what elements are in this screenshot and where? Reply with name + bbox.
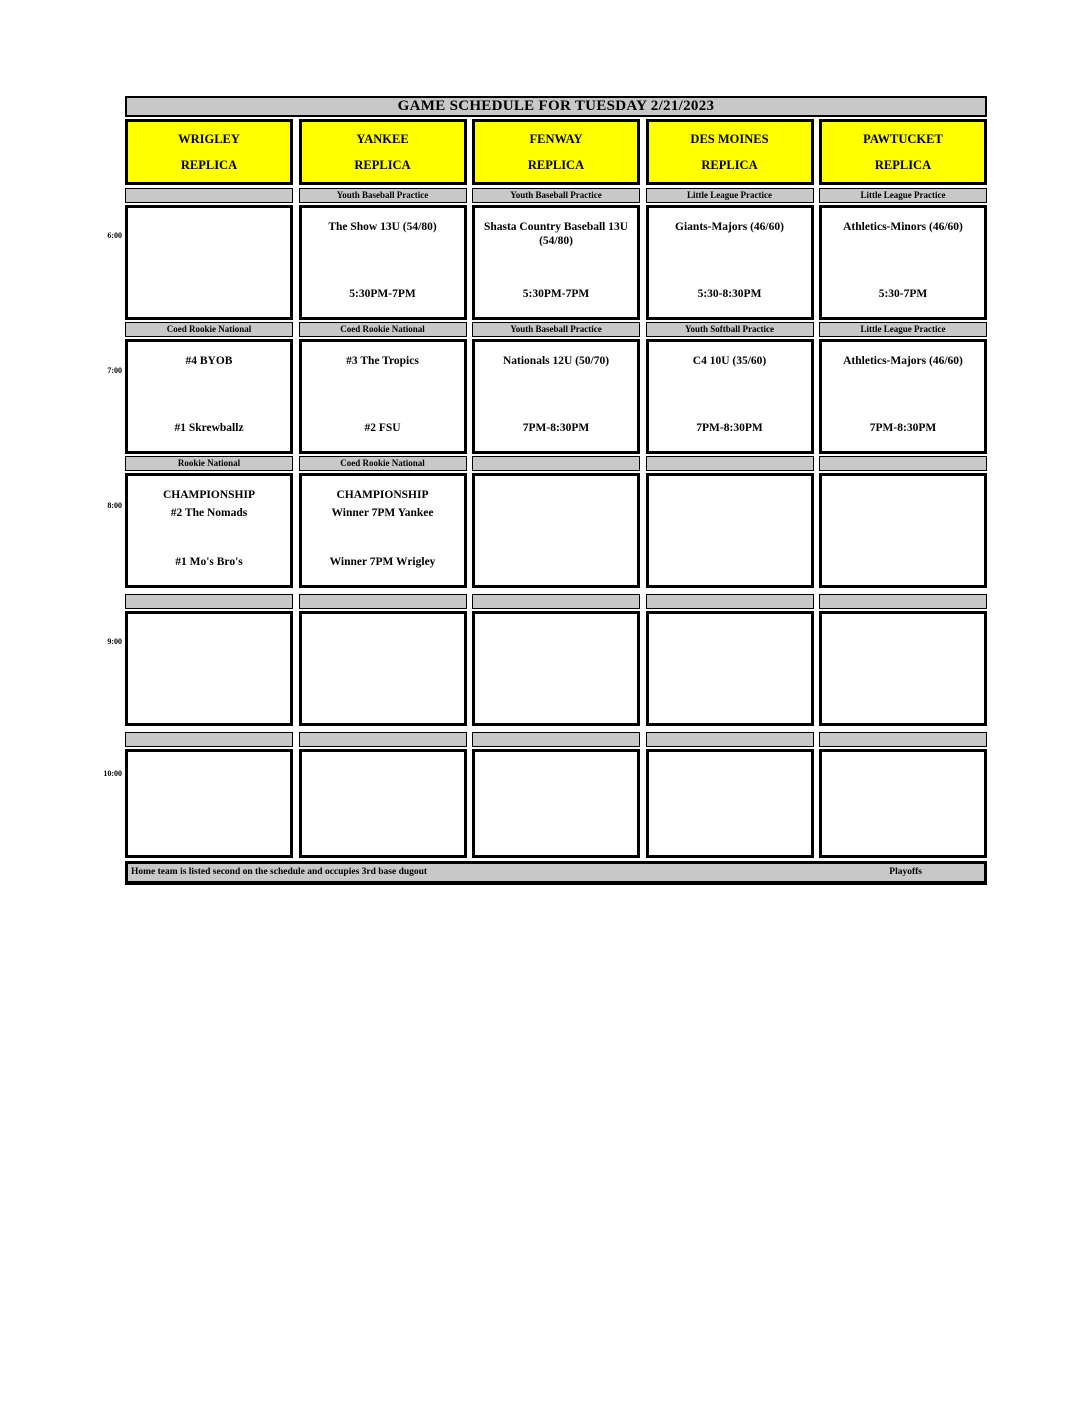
schedule-cell bbox=[125, 339, 293, 454]
cell-top bbox=[131, 354, 287, 372]
cell-top bbox=[131, 626, 287, 630]
schedule-cell bbox=[472, 749, 640, 858]
time-label: 10:00 bbox=[103, 769, 122, 778]
time-line: 7PM-8:30PM bbox=[869, 422, 937, 434]
schedule-cell bbox=[819, 205, 987, 320]
team-line-1: Athletics-Majors (46/60) bbox=[843, 355, 963, 367]
field-name: FENWAY bbox=[529, 131, 583, 146]
field-type: REPLICA bbox=[527, 157, 585, 172]
cell-top bbox=[478, 488, 634, 492]
schedule-cell bbox=[646, 339, 814, 454]
schedule-grid bbox=[125, 119, 987, 858]
cell-top bbox=[825, 626, 981, 630]
schedule-cell bbox=[472, 205, 640, 320]
time-label: 6:00 bbox=[107, 231, 122, 240]
time-line: 7PM-8:30PM bbox=[696, 422, 763, 434]
column-header-pawtucket bbox=[819, 119, 987, 185]
schedule-cell bbox=[646, 749, 814, 858]
team-line-1: The Show 13U (54/80) bbox=[328, 221, 437, 233]
team-line-2: #2 The Nomads bbox=[170, 507, 248, 519]
category-bar: Little League Practice bbox=[819, 188, 987, 203]
time-label: 8:00 bbox=[107, 501, 122, 510]
column-header-wrigley bbox=[125, 119, 293, 185]
time-line: 5:30-8:30PM bbox=[697, 288, 762, 300]
column-header-yankee bbox=[299, 119, 467, 185]
time-label: 7:00 bbox=[107, 366, 122, 375]
footer-bar bbox=[125, 861, 987, 885]
category-bar: Coed Rookie National bbox=[125, 322, 293, 337]
time-line: #2 FSU bbox=[364, 422, 401, 434]
field-name: PAWTUCKET bbox=[863, 131, 943, 146]
schedule-cell bbox=[646, 473, 814, 588]
category-bar bbox=[646, 456, 814, 471]
cell-top bbox=[652, 764, 808, 768]
cell-top bbox=[825, 488, 981, 492]
schedule-table bbox=[125, 96, 987, 885]
schedule-cell bbox=[472, 611, 640, 726]
cell-top bbox=[652, 220, 808, 238]
category-bar bbox=[819, 456, 987, 471]
category-bar bbox=[472, 732, 640, 747]
cell-top bbox=[652, 626, 808, 630]
schedule-cell bbox=[299, 611, 467, 726]
schedule-cell bbox=[299, 749, 467, 858]
schedule-cell bbox=[125, 473, 293, 588]
cell-top bbox=[305, 764, 461, 768]
category-bar bbox=[125, 732, 293, 747]
category-bar: Coed Rookie National bbox=[299, 456, 467, 471]
schedule-cell bbox=[819, 749, 987, 858]
schedule-cell bbox=[125, 205, 293, 320]
field-type: REPLICA bbox=[701, 157, 758, 172]
cell-top bbox=[478, 220, 634, 252]
field-type: REPLICA bbox=[354, 157, 411, 172]
column-header-des-moines bbox=[646, 119, 814, 185]
schedule-cell bbox=[819, 339, 987, 454]
category-bar bbox=[299, 594, 467, 609]
time-line: #1 Skrewballz bbox=[174, 422, 244, 434]
time-line: Winner 7PM Wrigley bbox=[329, 556, 436, 568]
category-bar: Little League Practice bbox=[646, 188, 814, 203]
team-line-1: Giants-Majors (46/60) bbox=[675, 221, 784, 233]
team-line-1: CHAMPIONSHIP bbox=[163, 489, 255, 501]
schedule-cell bbox=[125, 611, 293, 726]
team-line-2: Winner 7PM Yankee bbox=[331, 507, 434, 519]
cell-top bbox=[652, 488, 808, 492]
field-name: DES MOINES bbox=[690, 131, 769, 146]
schedule-title: GAME SCHEDULE FOR TUESDAY 2/21/2023 bbox=[125, 96, 987, 117]
cell-top bbox=[305, 488, 461, 520]
cell-top bbox=[825, 354, 981, 372]
field-type: REPLICA bbox=[874, 157, 932, 172]
category-bar: Youth Softball Practice bbox=[646, 322, 814, 337]
category-bar: Little League Practice bbox=[819, 322, 987, 337]
schedule-cell bbox=[299, 473, 467, 588]
team-line-1: Shasta Country Baseball 13U (54/80) bbox=[483, 221, 629, 247]
category-bar bbox=[472, 456, 640, 471]
schedule-cell bbox=[472, 339, 640, 454]
team-line-1: Nationals 12U (50/70) bbox=[502, 355, 610, 367]
team-line-1: CHAMPIONSHIP bbox=[336, 489, 429, 501]
cell-top bbox=[305, 626, 461, 630]
field-name: WRIGLEY bbox=[178, 131, 240, 146]
category-bar: Youth Baseball Practice bbox=[472, 322, 640, 337]
category-bar bbox=[646, 732, 814, 747]
team-line-1: C4 10U (35/60) bbox=[692, 355, 767, 367]
team-line-1: Athletics-Minors (46/60) bbox=[843, 221, 963, 233]
category-bar bbox=[125, 188, 293, 203]
cell-top bbox=[131, 764, 287, 768]
cell-top bbox=[652, 354, 808, 372]
category-bar bbox=[125, 594, 293, 609]
schedule-cell bbox=[646, 205, 814, 320]
schedule-cell bbox=[472, 473, 640, 588]
team-line-1: #3 The Tropics bbox=[346, 355, 419, 367]
field-name: YANKEE bbox=[356, 131, 409, 146]
category-bar bbox=[472, 594, 640, 609]
column-header-fenway bbox=[472, 119, 640, 185]
category-bar bbox=[646, 594, 814, 609]
category-bar bbox=[299, 732, 467, 747]
cell-top bbox=[478, 354, 634, 372]
time-line: 5:30PM-7PM bbox=[522, 288, 590, 300]
cell-top bbox=[305, 354, 461, 372]
category-bar: Coed Rookie National bbox=[299, 322, 467, 337]
schedule-cell bbox=[299, 205, 467, 320]
time-line: 7PM-8:30PM bbox=[522, 422, 590, 434]
cell-top bbox=[478, 764, 634, 768]
cell-top bbox=[825, 764, 981, 768]
schedule-cell bbox=[125, 749, 293, 858]
time-line: 5:30-7PM bbox=[878, 288, 928, 300]
category-bar bbox=[819, 594, 987, 609]
cell-top bbox=[825, 220, 981, 238]
field-type: REPLICA bbox=[180, 157, 238, 172]
category-bar bbox=[819, 732, 987, 747]
cell-top bbox=[131, 220, 287, 224]
cell-top bbox=[478, 626, 634, 630]
category-bar: Youth Baseball Practice bbox=[299, 188, 467, 203]
time-label: 9:00 bbox=[107, 637, 122, 646]
schedule-cell bbox=[819, 611, 987, 726]
footer-note: Home team is listed second on the schedule and occupies 3rd base dugout bbox=[131, 867, 428, 877]
footer-playoffs-label: Playoffs bbox=[889, 867, 922, 877]
time-line: 5:30PM-7PM bbox=[349, 288, 416, 300]
category-bar: Rookie National bbox=[125, 456, 293, 471]
team-line-1: #4 BYOB bbox=[185, 355, 233, 367]
schedule-cell bbox=[299, 339, 467, 454]
schedule-cell bbox=[646, 611, 814, 726]
cell-top bbox=[305, 220, 461, 238]
cell-top bbox=[131, 488, 287, 520]
time-line: #1 Mo's Bro's bbox=[175, 556, 243, 568]
category-bar: Youth Baseball Practice bbox=[472, 188, 640, 203]
schedule-cell bbox=[819, 473, 987, 588]
